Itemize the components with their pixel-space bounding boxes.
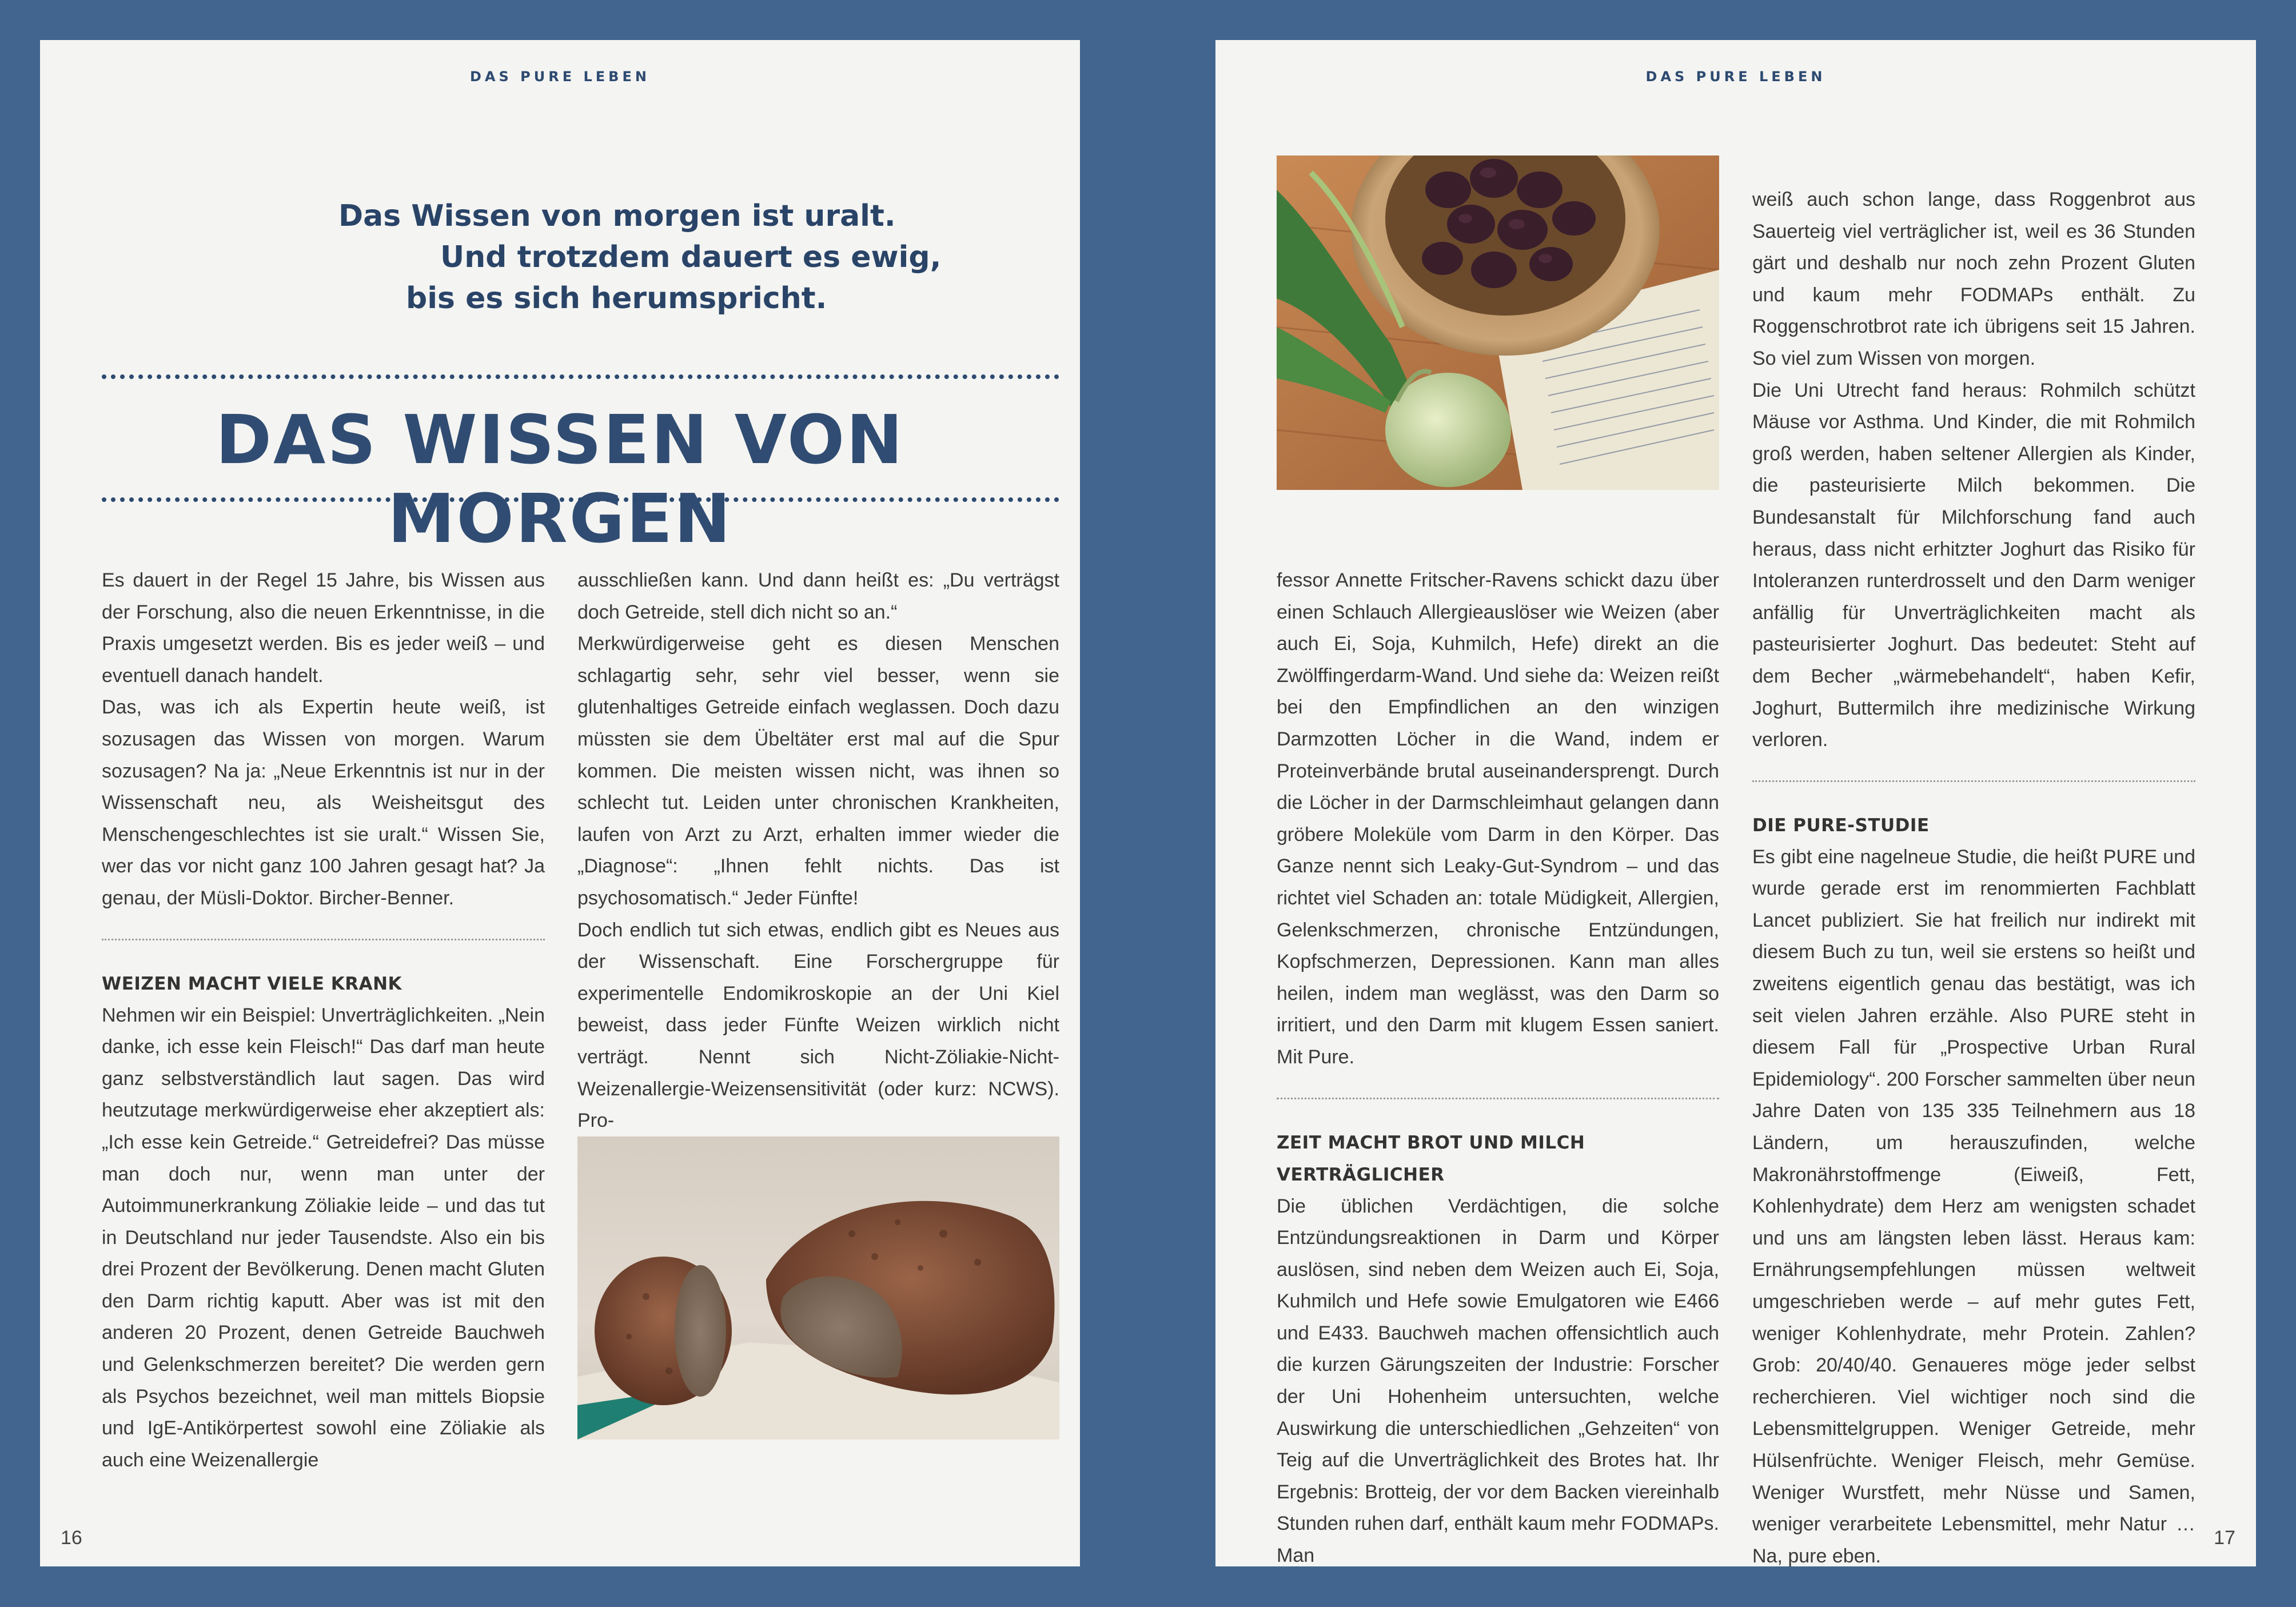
paragraph: Das, was ich als Expertin heute weiß, ist sozusagen das Wissen von morgen. Warum sozusagen? Na ja: „Neue Erkenntnis ist nur in der Wissenschaft neu, als Weisheitsgut des Menschengeschlechtes ist sie uralt.“ Wissen Sie, wer das vor nicht ganz 100 Jahren gesagt hat? Ja genau, der Müsli-Doktor. Bircher-Benner. bbox=[102, 696, 545, 909]
paragraph: ausschließen kann. Und dann heißt es: „Du verträgst doch Getreide, stell dich nicht so an.“ bbox=[577, 569, 1059, 623]
paragraph: Nehmen wir ein Beispiel: Unverträglichkeiten. „Nein danke, ich esse kein Fleisch!“ Das darf man heute ganz selbstverständlich laut sagen. Das wird heutzutage merkwürdigerweise eher akzeptiert als: „Ich esse kein Getreide.“ Getreidefrei? Das müsse man doch nur, wenn man unter der Autoimmunerkrankung Zöliakie leide – und das tut in Deutschland nur jeder Tausendste. Also ein bis drei Prozent der Bevölkerung. Denen macht Gluten den Darm richtig kaputt. Aber was ist mit den anderen 20 Prozent, denen Getreide Bauchweh und Gelenkschmerzen bereitet? Die werden gern als Psychos bezeichnet, weil man mittels Biopsie und IgE-Antikörpertest sowohl eine Zöliakie als auch eine Weizenallergie bbox=[102, 1004, 545, 1471]
bread-photo bbox=[577, 1137, 1059, 1439]
chapter-title: DAS WISSEN VON MORGEN bbox=[216, 400, 904, 558]
section-body bbox=[102, 1000, 545, 1477]
section-divider bbox=[1277, 1098, 1719, 1099]
paragraph: Doch endlich tut sich etwas, endlich gibt es Neues aus der Wissenschaft. Eine Forschergruppe für experimentelle Endomikroskopie an der Uni Kiel beweist, dass jeder Fünfte Weizen wirklich nicht verträgt. Nennt sich Nicht-Zöliakie-Nicht-Weizenallergie-Weizensensitivität (oder kurz: NCWS). Pro- bbox=[577, 919, 1059, 1132]
running-head: DAS PURE LEBEN bbox=[470, 69, 650, 85]
paragraph: Die üblichen Verdächtigen, die solche Entzündungsreaktionen in Darm und Körper auslösen, sind neben dem Weizen auch Ei, Soja, Kuhmilch und Hefe sowie Emulgatoren wie E466 und E433. Bauchweh machen offensichtlich auch die kurzen Gärungszeiten der Industrie: Forscher der Uni Hohenheim untersuchten, welche Auswirkung die unterschiedlichen „Gehzeiten“ von Teig auf die Unverträglichkeit des Brotes hat. Ihr Ergebnis: Brotteig, der vor dem Backen viereinhalb Stunden ruhen darf, enthält kaum mehr FODMAPs. Man bbox=[1277, 1195, 1719, 1567]
section-divider bbox=[102, 939, 545, 940]
column-text bbox=[1752, 184, 2195, 756]
left-column-1 bbox=[102, 565, 545, 1476]
right-column-1 bbox=[1277, 565, 1719, 1572]
left-column-2 bbox=[577, 565, 1059, 1137]
running-head: DAS PURE LEBEN bbox=[1645, 69, 1826, 85]
section-heading: ZEIT MACHT BROT UND MILCH VERTRÄGLICHER bbox=[1277, 1132, 1585, 1185]
quote-line-3: bis es sich herumspricht. bbox=[406, 281, 827, 316]
section-heading: WEIZEN MACHT VIELE KRANK bbox=[102, 973, 402, 994]
quote-line-1: Das Wissen von morgen ist uralt. bbox=[338, 199, 896, 233]
page-number: 17 bbox=[2214, 1527, 2235, 1549]
paragraph: Merkwürdigerweise geht es diesen Menschen schlagartig sehr, sehr viel besser, wenn sie glutenhaltiges Getreide einfach weglassen. Doch dazu müssten sie dem Übeltäter erst mal auf die Spur kommen. Die meisten wissen nicht, was ihnen so schlecht tut. Leiden unter chronischen Krankheiten, laufen von Arzt zu Arzt, erhalten immer wieder die „Diagnose“: „Ihnen fehlt nichts. Das ist psychosomatisch.“ Jeder Fünfte! bbox=[577, 633, 1059, 909]
page-number: 16 bbox=[61, 1527, 82, 1549]
vegetable-photo bbox=[1277, 155, 1719, 490]
paragraph: Es dauert in der Regel 15 Jahre, bis Wissen aus der Forschung, also die neuen Erkenntnisse, in die Praxis umgesetzt werden. Bis es jeder weiß – und eventuell danach handelt. bbox=[102, 569, 545, 687]
section-body bbox=[1752, 842, 2195, 1573]
paragraph: weiß auch schon lange, dass Roggenbrot aus Sauerteig viel verträglicher ist, weil es 36 Stunden gärt und deshalb nur noch zehn Prozent Gluten und kaum mehr FODMAPs enthält. Zu Roggenschrotbrot rate ich übrigens seit 15 Jahren. So viel zum Wissen von morgen. bbox=[1752, 189, 2195, 369]
paragraph: fessor Annette Fritscher-Ravens schickt dazu über einen Schlauch Allergieauslöser wie Weizen (aber auch Ei, Soja, Kuhmilch, Hefe) direkt an die Zwölffingerdarm-Wand. Und siehe da: Weizen reißt bei den Empfindlichen an den winzigen Darmzotten Löcher in die Wand, indem er Proteinverbände brutal auseinandersprengt. Durch die Löcher in der Darmschleimhaut gelangen dann gröbere Moleküle vom Darm in den Körper. Das Ganze nennt sich Leaky-Gut-Syndrom – und das richtet viel Schaden an: totale Müdigkeit, Allergien, Gelenkschmerzen, chronische Entzündungen, Kopfschmerzen, Depressionen. Kann man alles heilen, indem man weglässt, was den Darm so irritiert, und den Darm mit klugem Essen saniert. Mit Pure. bbox=[1277, 569, 1719, 1068]
column-text bbox=[577, 565, 1059, 1137]
intro-text bbox=[102, 565, 545, 915]
paragraph: Die Uni Utrecht fand heraus: Rohmilch schützt Mäuse vor Asthma. Und Kinder, die mit Rohmilch groß werden, haben seltener Allergien als Kinder, die pasteurisierte Milch bekommen. Die Bundesanstalt für Milchforschung fand auch heraus, dass nicht erhitzter Joghurt das Risiko für Intoleranzen runterdrosselt und den Darm weniger anfällig für Unverträglichkeiten macht als pasteurisierter Joghurt. Das bedeutet: Steht auf dem Becher „wärmebehandelt“, haben Kefir, Joghurt, Buttermilch ihre medizinische Wirkung verloren. bbox=[1752, 379, 2195, 751]
quote-line-2: Und trotzdem dauert es ewig, bbox=[440, 240, 942, 274]
vegetable-illustration bbox=[1277, 155, 1719, 490]
section-divider bbox=[1752, 780, 2195, 782]
column-text bbox=[1277, 565, 1719, 1074]
section-heading: DIE PURE-STUDIE bbox=[1752, 815, 1930, 836]
title-rule-bottom bbox=[102, 497, 1059, 502]
left-page bbox=[40, 40, 1080, 1566]
right-column-2 bbox=[1752, 184, 2195, 1572]
right-page bbox=[1215, 40, 2256, 1566]
paragraph: Es gibt eine nagelneue Studie, die heißt PURE und wurde gerade erst im renommierten Fachblatt Lancet publiziert. Sie hat freilich nur indirekt mit diesem Buch zu tun, weil sie erstens so heißt und zweitens eigentlich genau das bestätigt, was ich seit vielen Jahren erzähle. Also PURE steht in diesem Fall für „Prospective Urban Rural Epidemiology“. 200 Forscher sammelten über neun Jahre Daten von 135 335 Teilnehmern aus 18 Ländern, um herauszufinden, welche Makronährstoffmenge (Eiweiß, Fett, Kohlenhydrate) dem Herz am wenigsten schadet und uns am längsten leben lässt. Heraus kam: Ernährungsempfehlungen müssen weltweit umgeschrieben werde – auf mehr gutes Fett, weniger Kohlenhydrate, mehr Protein. Zahlen? Grob: 20/40/40. Genaueres möge jeder selbst recherchieren. Viel wichtiger noch sind die Lebensmittelgruppen. Weniger Getreide, mehr Hülsenfrüchte. Weniger Fleisch, mehr Gemüse. Weniger Wurstfett, mehr Nüsse und Samen, weniger verarbeitete Lebensmittel, mehr Natur … Na, pure eben. bbox=[1752, 846, 2195, 1567]
title-rule-top bbox=[102, 374, 1059, 379]
section-body bbox=[1277, 1191, 1719, 1572]
bread-illustration bbox=[577, 1137, 1059, 1439]
